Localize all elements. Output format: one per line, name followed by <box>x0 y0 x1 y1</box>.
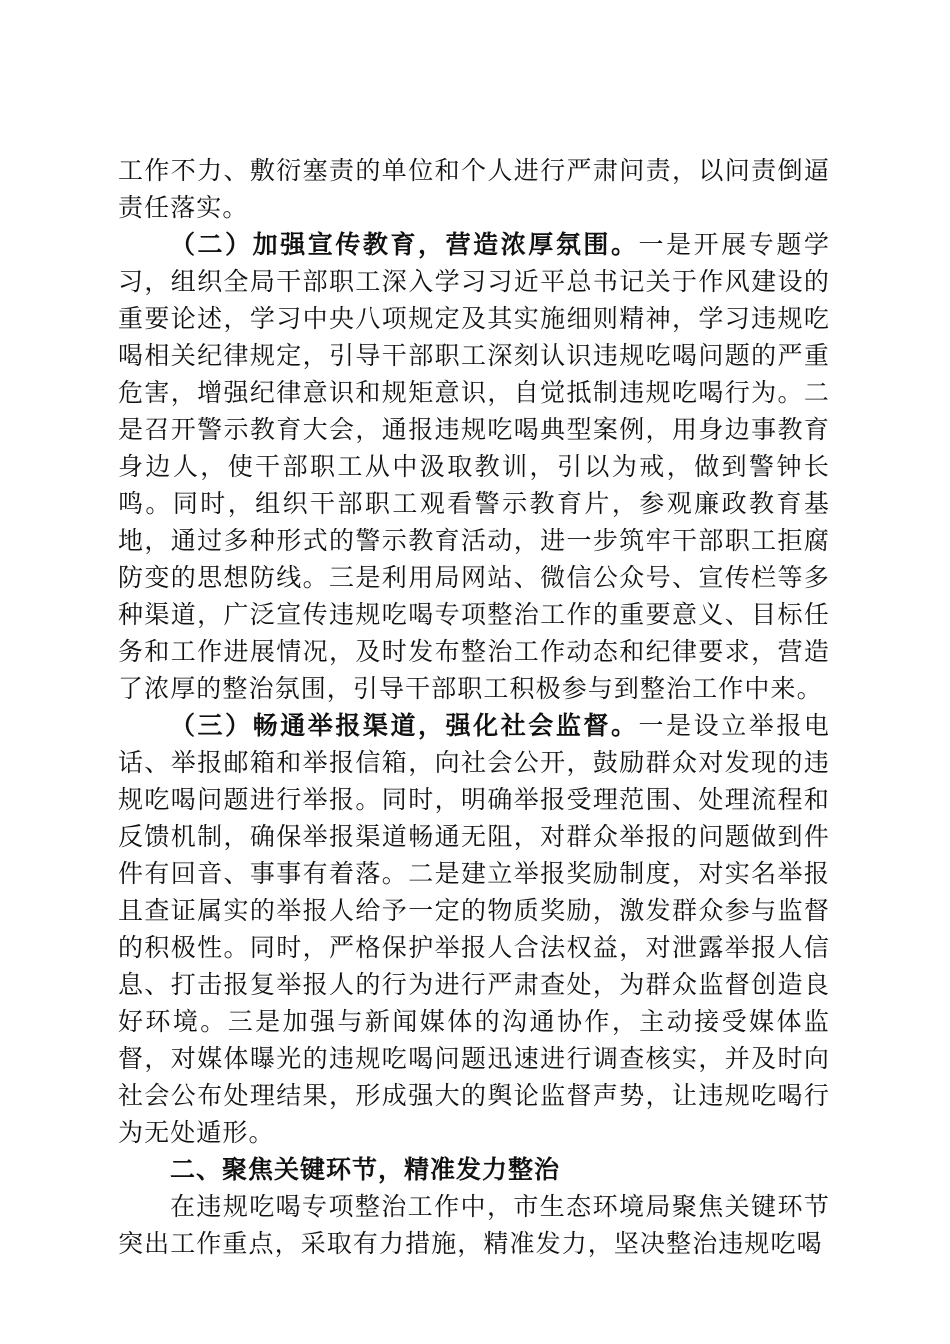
document-body <box>118 152 830 1262</box>
paragraph-lead-heading: （三）畅通举报渠道，强化社会监督。 <box>170 711 639 740</box>
paragraph-publicity-education <box>118 226 830 707</box>
paragraph-body-text: 一是设立举报电话、举报邮箱和举报信箱，向社会公开，鼓励群众对发现的违规吃喝问题进行举报。同时，明确举报受理范围、处理流程和反馈机制，确保举报渠道畅通无阻，对群众举报的问题做到件件有回音、事事有着落。二是建立举报奖励制度，对实名举报且查证属实的举报人给予一定的物质奖励，激发群众参与监督的积极性。同时，严格保护举报人合法权益，对泄露举报人信息、打击报复举报人的行为进行严肃查处，为群众监督创造良好环境。三是加强与新闻媒体的沟通协作，主动接受媒体监督，对媒体曝光的违规吃喝问题迅速进行调查核实，并及时向社会公布处理结果，形成强大的舆论监督声势，让违规吃喝行为无处遁形。 <box>118 711 831 1147</box>
paragraph-body-text: 一是开展专题学习，组织全局干部职工深入学习习近平总书记关于作风建设的重要论述，学习中央八项规定及其实施细则精神，学习违规吃喝相关纪律规定，引导干部职工深刻认识违规吃喝问题的严重危害，增强纪律意识和规矩意识，自觉抵制违规吃喝行为。二是召开警示教育大会，通报违规吃喝典型案例，用身边事教育身边人，使干部职工从中汲取教训，引以为戒，做到警钟长鸣。同时，组织干部职工观看警示教育片，参观廉政教育基地，通过多种形式的警示教育活动，进一步筑牢干部职工拒腐防变的思想防线。三是利用局网站、微信公众号、宣传栏等多种渠道，广泛宣传违规吃喝专项整治工作的重要意义、目标任务和工作进展情况，及时发布整治工作动态和纪律要求，营造了浓厚的整治氛围，引导干部职工积极参与到整治工作中来。 <box>118 230 831 703</box>
paragraph-reporting-channels <box>118 707 830 1151</box>
paragraph-section-intro: 在违规吃喝专项整治工作中，市生态环境局聚焦关键环节突出工作重点，采取有力措施，精准发力，坚决整治违规吃喝 <box>118 1192 830 1258</box>
paragraph-continuation: 工作不力、敷衍塞责的单位和个人进行严肃问责，以问责倒逼责任落实。 <box>118 156 830 222</box>
paragraph-lead-heading: （二）加强宣传教育，营造浓厚氛围。 <box>170 230 639 259</box>
section-heading: 二、聚焦关键环节，精准发力整治 <box>170 1155 561 1184</box>
